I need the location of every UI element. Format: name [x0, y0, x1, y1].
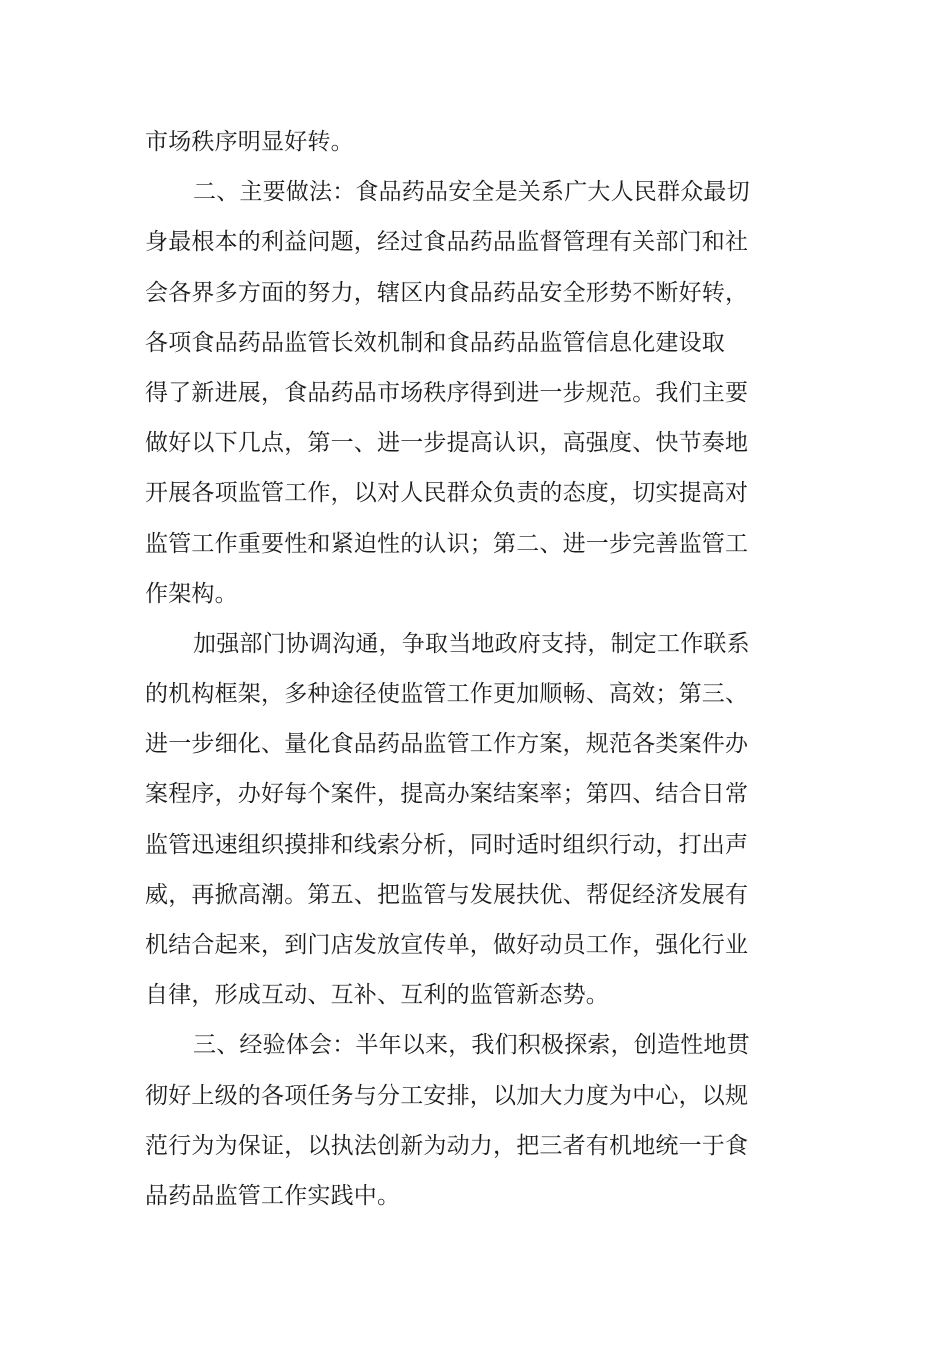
text-line: 彻好上级的各项任务与分工安排，以加大力度为中心，以规 — [145, 1082, 749, 1109]
text-line: 会各界多方面的努力，辖区内食品药品安全形势不断好转， — [145, 279, 749, 306]
text-line: 各项食品药品监管长效机制和食品药品监管信息化建设取 — [145, 329, 725, 356]
document-body — [145, 117, 750, 1221]
text-line: 范行为为保证，以执法创新为动力，把三者有机地统一于食 — [145, 1132, 749, 1159]
text-line: 进一步细化、量化食品药品监管工作方案，规范各类案件办 — [145, 731, 749, 758]
text-line: 的机构框架，多种途径使监管工作更加顺畅、高效；第三、 — [145, 681, 749, 708]
text-line: 做好以下几点，第一、进一步提高认识，高强度、快节奏地 — [145, 430, 749, 457]
text-line: 作架构。 — [145, 580, 238, 607]
text-line: 威，再掀高潮。第五、把监管与发展扶优、帮促经济发展有 — [145, 881, 749, 908]
text-line: 案程序，办好每个案件，提高办案结案率；第四、结合日常 — [145, 781, 749, 808]
text-line: 机结合起来，到门店发放宣传单，做好动员工作，强化行业 — [145, 932, 749, 958]
text-line: 市场秩序明显好转。 — [145, 129, 354, 155]
text-line: 监管工作重要性和紧迫性的认识；第二、进一步完善监管工 — [145, 530, 749, 557]
text-line: 自律，形成互动、互补、互利的监管新态势。 — [145, 982, 609, 1009]
text-line: 身最根本的利益问题，经过食品药品监督管理有关部门和社 — [145, 229, 749, 256]
text-line: 监管迅速组织摸排和线索分析，同时适时组织行动，打出声 — [145, 831, 749, 858]
text-line: 三、经验体会：半年以来，我们积极探索，创造性地贯 — [193, 1032, 750, 1059]
text-line: 得了新进展，食品药品市场秩序得到进一步规范。我们主要 — [145, 379, 749, 406]
text-line: 加强部门协调沟通，争取当地政府支持，制定工作联系 — [193, 630, 750, 657]
text-line: 品药品监管工作实践中。 — [145, 1182, 401, 1209]
text-line: 开展各项监管工作，以对人民群众负责的态度，切实提高对 — [145, 480, 749, 507]
text-line: 二、主要做法：食品药品安全是关系广大人民群众最切 — [193, 179, 750, 206]
